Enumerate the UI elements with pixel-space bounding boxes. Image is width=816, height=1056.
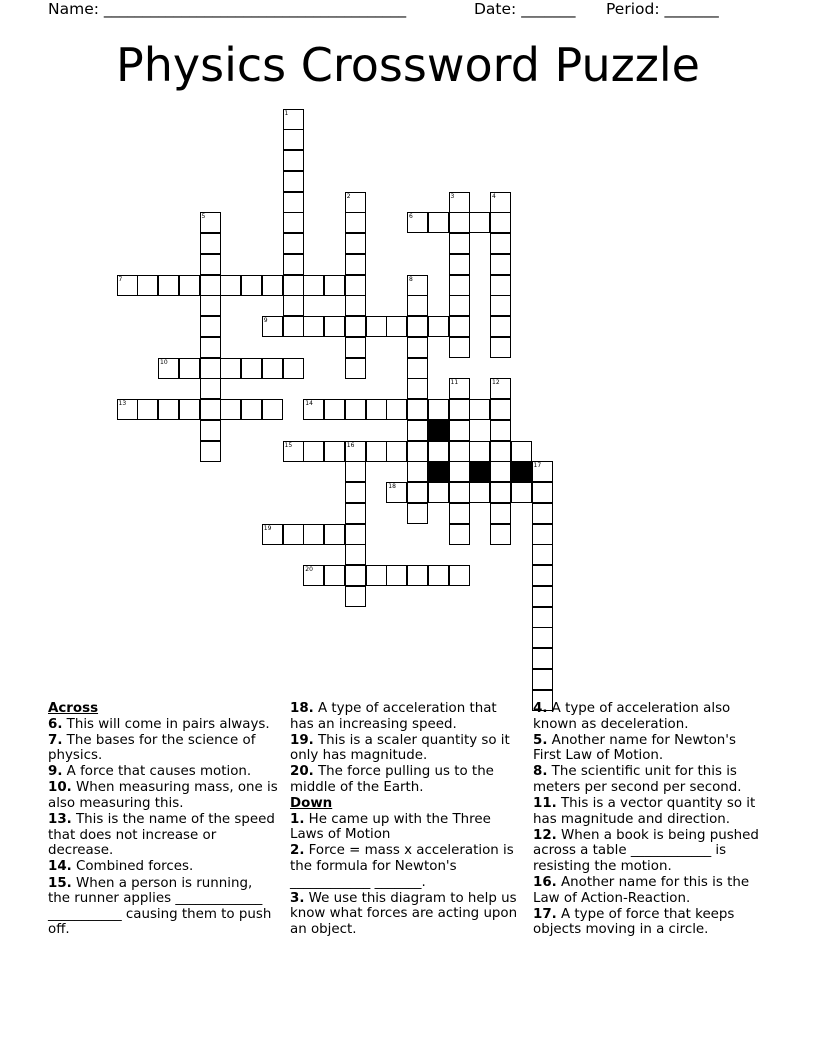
grid-cell[interactable]: [324, 524, 345, 545]
down-clue: [533, 796, 768, 827]
grid-cell[interactable]: [428, 565, 449, 586]
clue-text: This is a vector quantity so it has magnitude and direction.: [533, 796, 756, 827]
grid-cell[interactable]: [366, 565, 387, 586]
grid-cell[interactable]: [511, 482, 532, 503]
grid-cell[interactable]: [345, 586, 366, 607]
grid-cell[interactable]: [117, 275, 138, 296]
grid-cell[interactable]: [283, 171, 304, 192]
clue-number-label: 12.: [533, 827, 557, 843]
grid-cell[interactable]: [283, 150, 304, 171]
grid-cell[interactable]: [407, 337, 428, 358]
clue-text: When a person is running, the runner applies _____________ ___________ causing them to push off.: [48, 875, 272, 938]
grid-cell[interactable]: [532, 503, 553, 524]
grid-cell[interactable]: [407, 420, 428, 441]
grid-cell[interactable]: [220, 399, 241, 420]
across-clue: [48, 876, 278, 938]
across-clue: [48, 812, 278, 859]
clue-number-label: 19.: [290, 732, 314, 748]
grid-cell[interactable]: [324, 565, 345, 586]
grid-cell[interactable]: [200, 441, 221, 462]
clue-text: When a book is being pushed across a table ____________ is resisting the motion.: [533, 827, 759, 874]
clue-text: This will come in pairs always.: [62, 716, 270, 732]
grid-cell[interactable]: [490, 441, 511, 462]
grid-cell[interactable]: [449, 275, 470, 296]
black-cell: [428, 461, 449, 482]
grid-cell[interactable]: [345, 275, 366, 296]
grid-cell[interactable]: [449, 441, 470, 462]
grid-cell[interactable]: [532, 627, 553, 648]
down-heading: Down: [290, 796, 333, 812]
grid-cell[interactable]: [345, 212, 366, 233]
grid-cell[interactable]: [283, 254, 304, 275]
across-clue: [48, 717, 278, 733]
clue-number-label: 1.: [290, 811, 305, 827]
clue-number: 8: [409, 275, 413, 283]
grid-cell[interactable]: [345, 544, 366, 565]
grid-cell[interactable]: [490, 295, 511, 316]
grid-cell[interactable]: [303, 316, 324, 337]
grid-cell[interactable]: [283, 192, 304, 213]
grid-cell[interactable]: [345, 482, 366, 503]
grid-cell[interactable]: [407, 316, 428, 337]
clue-number: 10: [160, 358, 168, 366]
grid-cell[interactable]: [179, 358, 200, 379]
grid-cell[interactable]: [283, 233, 304, 254]
grid-cell[interactable]: [532, 544, 553, 565]
grid-cell[interactable]: [200, 420, 221, 441]
grid-cell[interactable]: [449, 565, 470, 586]
grid-cell[interactable]: [490, 233, 511, 254]
grid-cell[interactable]: [532, 669, 553, 690]
down-clue: [290, 891, 520, 938]
clue-number: 13: [118, 400, 127, 407]
grid-cell[interactable]: [428, 212, 449, 233]
clue-text: When measuring mass, one is also measuring this.: [48, 780, 278, 812]
clue-number-label: 15.: [48, 875, 72, 891]
grid-cell[interactable]: [469, 482, 490, 503]
grid-cell[interactable]: [303, 399, 324, 420]
down-clue: [290, 843, 520, 890]
grid-cell[interactable]: [490, 192, 511, 213]
clue-number-label: 18.: [290, 701, 314, 716]
grid-cell[interactable]: [407, 378, 428, 399]
grid-cell[interactable]: [449, 233, 470, 254]
grid-cell[interactable]: [283, 129, 304, 150]
grid-cell[interactable]: [428, 399, 449, 420]
down-clue-list-1: [290, 812, 520, 938]
grid-cell[interactable]: [449, 399, 470, 420]
across-clue: [290, 701, 520, 732]
clue-number: 14: [305, 400, 313, 407]
grid-cell[interactable]: [407, 275, 428, 296]
grid-cell[interactable]: [241, 358, 262, 379]
grid-cell[interactable]: [490, 378, 511, 399]
grid-cell[interactable]: [345, 233, 366, 254]
grid-cell[interactable]: [200, 254, 221, 275]
clue-text: He came up with the Three Laws of Motion: [290, 811, 491, 843]
grid-cell[interactable]: [386, 482, 407, 503]
clue-number-label: 17.: [533, 906, 557, 922]
grid-cell[interactable]: [220, 358, 241, 379]
grid-cell[interactable]: [532, 524, 553, 545]
grid-cell[interactable]: [490, 420, 511, 441]
down-clue: [533, 733, 768, 764]
grid-cell[interactable]: [262, 524, 283, 545]
grid-cell[interactable]: [386, 399, 407, 420]
across-clue: [48, 780, 278, 811]
clue-number: 20: [305, 566, 313, 573]
clue-number: 1: [284, 109, 289, 117]
clue-text: This is the name of the speed that does not increase or decrease.: [48, 812, 275, 859]
grid-cell[interactable]: [324, 441, 345, 462]
grid-cell[interactable]: [179, 399, 200, 420]
grid-cell[interactable]: [449, 212, 470, 233]
clue-number: 19: [263, 524, 272, 532]
grid-cell[interactable]: [283, 275, 304, 296]
across-clue: [290, 733, 520, 764]
clue-text: This is a scaler quantity so it only has magnitude.: [290, 732, 510, 764]
clue-text: A type of force that keeps objects moving in a circle.: [533, 906, 735, 938]
clue-number-label: 4.: [533, 701, 548, 716]
grid-cell[interactable]: [490, 254, 511, 275]
grid-cell[interactable]: [220, 275, 241, 296]
clue-number: 6: [409, 213, 413, 221]
grid-cell[interactable]: [200, 212, 221, 233]
down-clue-list-2: [533, 701, 768, 938]
across-heading: Across: [48, 701, 99, 716]
clue-number-label: 10.: [48, 780, 72, 796]
grid-cell[interactable]: [324, 316, 345, 337]
clue-number: 11: [450, 379, 459, 387]
clue-text: Force = mass x acceleration is the formula for Newton's ____________ _______.: [290, 843, 514, 890]
grid-cell[interactable]: [428, 441, 449, 462]
down-clue: [290, 812, 520, 843]
down-clue: [533, 764, 768, 795]
grid-cell[interactable]: [241, 399, 262, 420]
grid-cell[interactable]: [407, 482, 428, 503]
clue-text: The scientific unit for this is meters per second per second.: [533, 764, 742, 795]
grid-cell[interactable]: [449, 192, 470, 213]
across-clue-list-2: [290, 701, 520, 796]
down-clue: [533, 875, 768, 906]
grid-cell[interactable]: [366, 441, 387, 462]
grid-cell[interactable]: [428, 316, 449, 337]
grid-cell[interactable]: [345, 316, 366, 337]
grid-cell[interactable]: [407, 295, 428, 316]
clue-number-label: 6.: [48, 716, 63, 732]
grid-cell[interactable]: [179, 275, 200, 296]
black-cell: [511, 461, 532, 482]
across-clue: [48, 733, 278, 764]
grid-cell[interactable]: [386, 565, 407, 586]
grid-cell[interactable]: [449, 461, 470, 482]
clue-number-label: 8.: [533, 764, 548, 780]
clue-number: 2: [346, 192, 351, 200]
clue-text: The bases for the science of physics.: [48, 732, 256, 764]
clue-text: We use this diagram to help us know what forces are acting upon an object.: [290, 890, 518, 937]
clue-number: 18: [388, 483, 396, 490]
grid-cell[interactable]: [200, 358, 221, 379]
grid-cell[interactable]: [407, 399, 428, 420]
grid-cell[interactable]: [345, 399, 366, 420]
clue-number-label: 5.: [533, 732, 548, 748]
clue-text: A force that causes motion.: [62, 764, 252, 780]
grid-cell[interactable]: [137, 275, 158, 296]
grid-cell[interactable]: [449, 295, 470, 316]
clues-column-2: [290, 701, 520, 938]
clue-text: A type of acceleration also known as deceleration.: [533, 701, 731, 732]
clues-column-1: [48, 701, 278, 938]
grid-cell[interactable]: [158, 275, 179, 296]
grid-cell[interactable]: [200, 399, 221, 420]
grid-cell[interactable]: [449, 337, 470, 358]
grid-cell[interactable]: [511, 441, 532, 462]
grid-cell[interactable]: [532, 586, 553, 607]
clue-text: A type of acceleration that has an increasing speed.: [290, 701, 497, 732]
grid-cell[interactable]: [532, 648, 553, 669]
grid-cell[interactable]: [345, 461, 366, 482]
grid-cell[interactable]: [283, 316, 304, 337]
grid-cell[interactable]: [449, 254, 470, 275]
grid-cell[interactable]: [345, 295, 366, 316]
grid-cell[interactable]: [303, 524, 324, 545]
grid-cell[interactable]: [449, 503, 470, 524]
clue-text: Another name for Newton's First Law of Motion.: [533, 732, 736, 764]
grid-cell[interactable]: [262, 358, 283, 379]
clue-number-label: 16.: [533, 875, 557, 891]
grid-cell[interactable]: [490, 399, 511, 420]
grid-cell[interactable]: [283, 441, 304, 462]
grid-cell[interactable]: [303, 441, 324, 462]
down-clue: [533, 907, 768, 938]
across-clue-list-1: [48, 717, 278, 938]
grid-cell[interactable]: [324, 275, 345, 296]
grid-cell[interactable]: [469, 441, 490, 462]
clue-number: 7: [118, 275, 123, 283]
grid-cell[interactable]: [490, 316, 511, 337]
black-cell: [469, 461, 490, 482]
date-blank: _______: [521, 0, 576, 18]
clue-number-label: 3.: [290, 890, 305, 906]
grid-cell[interactable]: [200, 295, 221, 316]
grid-cell[interactable]: [407, 441, 428, 462]
clue-number-label: 14.: [48, 859, 72, 875]
grid-cell[interactable]: [345, 524, 366, 545]
date-label: Date:: [474, 0, 517, 18]
grid-cell[interactable]: [283, 524, 304, 545]
grid-cell[interactable]: [283, 358, 304, 379]
grid-cell[interactable]: [386, 316, 407, 337]
grid-cell[interactable]: [303, 565, 324, 586]
grid-cell[interactable]: [490, 524, 511, 545]
down-clue: [533, 701, 768, 732]
clue-number-label: 9.: [48, 764, 63, 780]
grid-cell[interactable]: [407, 461, 428, 482]
clue-text: Another name for this is the Law of Action-Reaction.: [533, 875, 750, 906]
grid-cell[interactable]: [117, 399, 138, 420]
grid-cell[interactable]: [532, 565, 553, 586]
grid-cell[interactable]: [366, 399, 387, 420]
page-title: Physics Crossword Puzzle: [116, 38, 700, 92]
clue-number-label: 13.: [48, 812, 72, 828]
grid-cell[interactable]: [490, 503, 511, 524]
grid-cell[interactable]: [428, 482, 449, 503]
grid-cell[interactable]: [303, 275, 324, 296]
grid-cell[interactable]: [449, 524, 470, 545]
grid-cell[interactable]: [490, 461, 511, 482]
grid-cell[interactable]: [262, 399, 283, 420]
grid-cell[interactable]: [345, 358, 366, 379]
grid-cell[interactable]: [449, 378, 470, 399]
grid-cell[interactable]: [345, 254, 366, 275]
grid-cell[interactable]: [366, 316, 387, 337]
clue-number: 9: [263, 317, 268, 324]
grid-cell[interactable]: [407, 358, 428, 379]
grid-cell[interactable]: [449, 482, 470, 503]
grid-cell[interactable]: [241, 275, 262, 296]
grid-cell[interactable]: [200, 275, 221, 296]
grid-cell[interactable]: [200, 378, 221, 399]
grid-cell[interactable]: [137, 399, 158, 420]
grid-cell[interactable]: [407, 565, 428, 586]
grid-cell[interactable]: [490, 275, 511, 296]
name-label: Name:: [48, 0, 99, 18]
period-blank: _______: [664, 0, 719, 18]
grid-cell[interactable]: [469, 399, 490, 420]
clue-number: 17: [533, 462, 542, 470]
grid-cell[interactable]: [345, 565, 366, 586]
clue-number-label: 20.: [290, 764, 314, 780]
grid-cell[interactable]: [386, 441, 407, 462]
grid-cell[interactable]: [532, 461, 553, 482]
grid-cell[interactable]: [200, 337, 221, 358]
grid-cell[interactable]: [283, 295, 304, 316]
grid-cell[interactable]: [449, 420, 470, 441]
grid-cell[interactable]: [490, 212, 511, 233]
grid-cell[interactable]: [283, 109, 304, 130]
grid-cell[interactable]: [345, 503, 366, 524]
black-cell: [428, 420, 449, 441]
grid-cell[interactable]: [345, 192, 366, 213]
clue-text: Combined forces.: [71, 859, 194, 875]
grid-cell[interactable]: [324, 399, 345, 420]
grid-cell[interactable]: [407, 212, 428, 233]
grid-cell[interactable]: [532, 607, 553, 628]
clue-number-label: 2.: [290, 843, 305, 859]
clue-number: 16: [346, 441, 355, 449]
grid-cell[interactable]: [407, 503, 428, 524]
grid-cell[interactable]: [490, 337, 511, 358]
across-clue: [290, 764, 520, 795]
grid-cell[interactable]: [345, 441, 366, 462]
grid-cell[interactable]: [200, 233, 221, 254]
clue-number-label: 7.: [48, 732, 63, 748]
grid-cell[interactable]: [532, 482, 553, 503]
grid-cell[interactable]: [469, 212, 490, 233]
across-clue: [48, 764, 278, 780]
clues-column-3: [533, 701, 768, 938]
down-clue: [533, 828, 768, 875]
clue-number: 15: [284, 441, 293, 449]
grid-cell[interactable]: [490, 482, 511, 503]
clue-number: 5: [201, 213, 206, 221]
grid-cell[interactable]: [262, 316, 283, 337]
grid-cell[interactable]: [283, 212, 304, 233]
grid-cell[interactable]: [158, 399, 179, 420]
clue-text: The force pulling us to the middle of the Earth.: [290, 764, 494, 795]
grid-cell[interactable]: [158, 358, 179, 379]
clue-number: 3: [450, 192, 455, 200]
clue-number: 4: [492, 192, 496, 200]
clue-number-label: 11.: [533, 796, 557, 812]
grid-cell[interactable]: [449, 316, 470, 337]
grid-cell[interactable]: [200, 316, 221, 337]
clue-number: 12: [492, 379, 500, 387]
period-label: Period:: [606, 0, 660, 18]
grid-cell[interactable]: [345, 337, 366, 358]
grid-cell[interactable]: [262, 275, 283, 296]
name-blank: _______________________________________: [103, 0, 407, 18]
across-clue: [48, 859, 278, 875]
